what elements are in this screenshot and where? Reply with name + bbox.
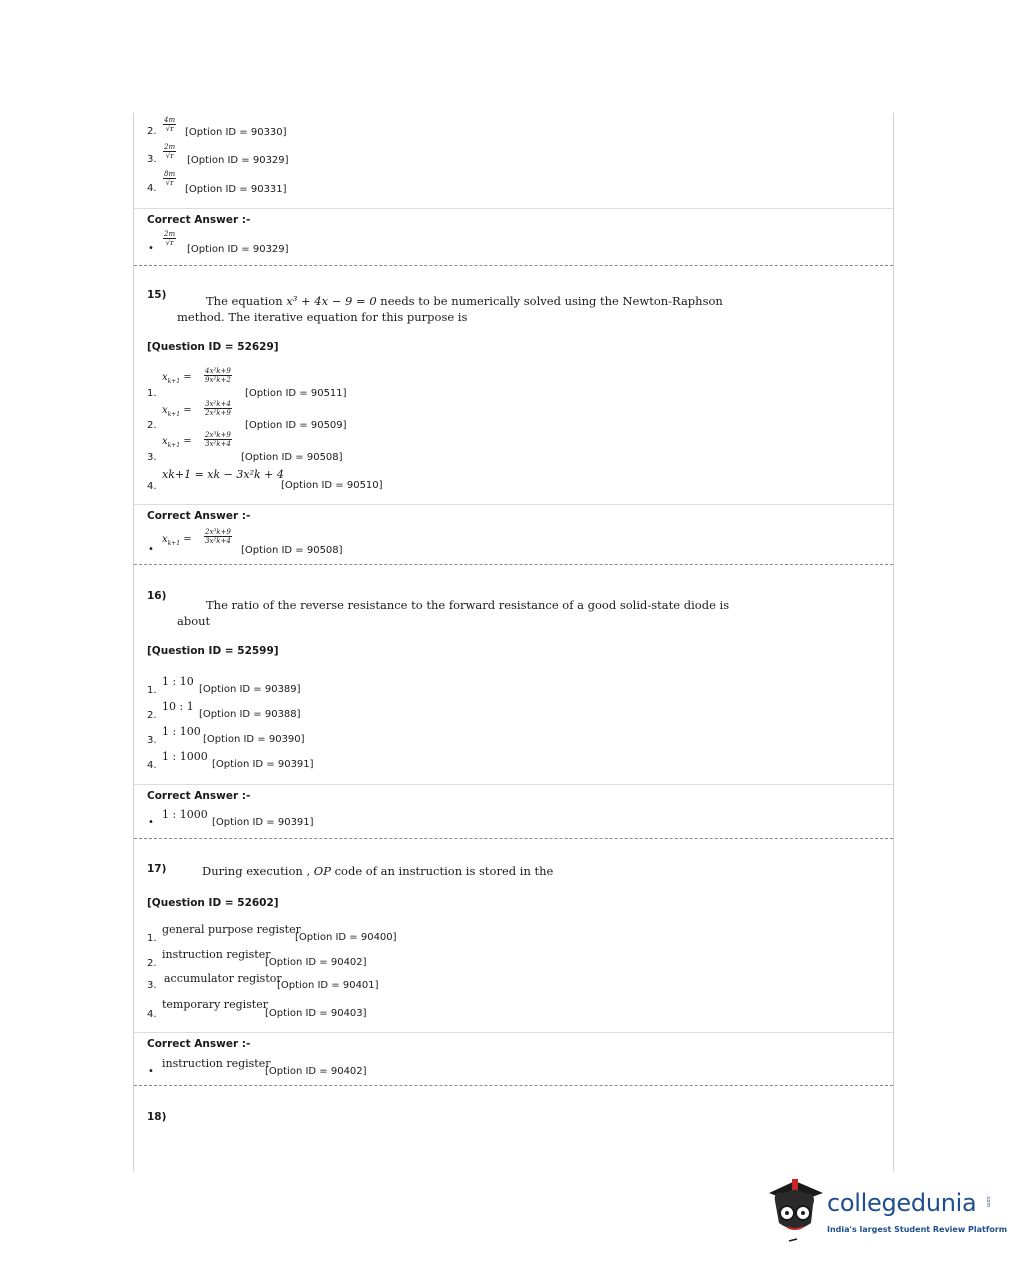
option-value: temporary register xyxy=(162,998,268,1011)
option-expression: xk+1 = xk − 3x²k + 4 xyxy=(162,468,284,481)
question-separator xyxy=(134,1085,893,1086)
answer-fraction: $\frac{\text{2x³k+9}}{\text{3x²k+4}}$ xyxy=(205,528,231,545)
option-number: 1. xyxy=(147,933,157,944)
option-id: [Option ID = 90390] xyxy=(203,734,305,745)
brand-tagline: India's largest Student Review Platform xyxy=(827,1225,1008,1234)
divider xyxy=(134,1032,893,1033)
question-stem-line2: method. The iterative equation for this purpose is xyxy=(177,310,468,324)
option-id: [Option ID = 90509] xyxy=(245,420,347,431)
option-id: [Option ID = 90402] xyxy=(265,957,367,968)
question-number: 16) xyxy=(147,590,167,602)
question-separator xyxy=(134,564,893,565)
option-number: 3. xyxy=(147,735,157,746)
answer-bullet: • xyxy=(148,544,154,555)
option-id: [Option ID = 90510] xyxy=(281,480,383,491)
option-number: 4. xyxy=(147,1009,157,1020)
collegedunia-logo xyxy=(765,1175,1008,1245)
option-fraction: $\frac{2m}{√r}$ xyxy=(164,143,176,160)
answer-option-id: [Option ID = 90329] xyxy=(187,244,289,255)
option-id: [Option ID = 90389] xyxy=(199,684,301,695)
answer-bullet: • xyxy=(148,1066,154,1077)
divider xyxy=(134,784,893,785)
question-number: 18) xyxy=(147,1111,167,1123)
answer-option-id: [Option ID = 90402] xyxy=(265,1066,367,1077)
option-number: 1. xyxy=(147,685,157,696)
option-row: 2. xyxy=(147,126,157,137)
divider xyxy=(134,504,893,505)
option-id: [Option ID = 90330] xyxy=(185,127,287,138)
question-stem-line2: about xyxy=(177,614,211,628)
correct-answer-label: Correct Answer :- xyxy=(147,214,251,226)
option-fraction: $\frac{8m}{√r}$ xyxy=(164,170,176,187)
option-id: [Option ID = 90388] xyxy=(199,709,301,720)
option-value: instruction register xyxy=(162,948,271,961)
option-id: [Option ID = 90331] xyxy=(185,184,287,195)
option-lhs: $x_{k+1}$ = xyxy=(162,372,192,385)
option-fraction: $\frac{4m}{√r}$ xyxy=(164,116,176,133)
option-value: 1 : 100 xyxy=(162,725,201,738)
option-value: 1 : 1000 xyxy=(162,750,208,763)
option-number: 4. xyxy=(147,760,157,771)
answer-option-id: [Option ID = 90391] xyxy=(212,817,314,828)
option-id: [Option ID = 90391] xyxy=(212,759,314,770)
option-number: 1. xyxy=(147,388,157,399)
answer-lhs: $x_{k+1}$ = xyxy=(162,534,192,547)
option-id: [Option ID = 90400] xyxy=(295,932,397,943)
option-id: [Option ID = 90508] xyxy=(241,452,343,463)
divider xyxy=(134,208,893,209)
option-number: 2. xyxy=(147,958,157,969)
exam-page xyxy=(133,113,894,1171)
option-value: general purpose register xyxy=(162,923,301,936)
option-fraction: $\frac{\text{4x²k+9}}{\text{9x²k+2}}$ xyxy=(205,367,231,384)
option-id: [Option ID = 90403] xyxy=(265,1008,367,1019)
option-number: 2. xyxy=(147,710,157,721)
correct-answer-label: Correct Answer :- xyxy=(147,510,251,522)
option-fraction: $\frac{\text{3x²k+4}}{\text{2x²k+9}}$ xyxy=(205,400,231,417)
mascot-icon xyxy=(765,1175,825,1245)
brand-name: collegedunia xyxy=(827,1189,977,1217)
question-id: [Question ID = 52629] xyxy=(147,341,279,353)
question-stem: During execution , OP code of an instruction is stored in the xyxy=(202,864,554,878)
answer-fraction: $\frac{2m}{√r}$ xyxy=(164,230,176,247)
option-id: [Option ID = 90329] xyxy=(187,155,289,166)
question-number: 17) xyxy=(147,863,167,875)
answer-value: 1 : 1000 xyxy=(162,808,208,821)
option-lhs: $x_{k+1}$ = xyxy=(162,436,192,449)
question-id: [Question ID = 52602] xyxy=(147,897,279,909)
option-fraction: $\frac{\text{2x³k+9}}{\text{3x²k+4}}$ xyxy=(205,431,231,448)
option-id: [Option ID = 90511] xyxy=(245,388,347,399)
option-number: 4. xyxy=(147,183,157,194)
answer-bullet: • xyxy=(148,817,154,828)
brand-domain: .com xyxy=(985,1195,991,1208)
option-number: 2. xyxy=(147,420,157,431)
option-number: 4. xyxy=(147,481,157,492)
correct-answer-label: Correct Answer :- xyxy=(147,790,251,802)
correct-answer-label: Correct Answer :- xyxy=(147,1038,251,1050)
option-id: [Option ID = 90401] xyxy=(277,980,379,991)
option-value: 1 : 10 xyxy=(162,675,194,688)
answer-bullet: • xyxy=(148,243,154,254)
option-number: 3. xyxy=(147,452,157,463)
option-value: accumulator registor xyxy=(164,972,282,985)
question-separator xyxy=(134,265,893,266)
option-lhs: $x_{k+1}$ = xyxy=(162,405,192,418)
question-stem: The equation x³ + 4x − 9 = 0 needs to be numerically solved using the Newton-Raphson xyxy=(206,294,723,308)
question-number: 15) xyxy=(147,289,167,301)
option-number: 3. xyxy=(147,154,157,165)
question-separator xyxy=(134,838,893,839)
answer-value: instruction register xyxy=(162,1057,271,1070)
option-value: 10 : 1 xyxy=(162,700,194,713)
answer-option-id: [Option ID = 90508] xyxy=(241,545,343,556)
option-number: 3. xyxy=(147,980,157,991)
question-id: [Question ID = 52599] xyxy=(147,645,279,657)
question-stem: The ratio of the reverse resistance to the forward resistance of a good solid-state diode is xyxy=(206,598,730,612)
